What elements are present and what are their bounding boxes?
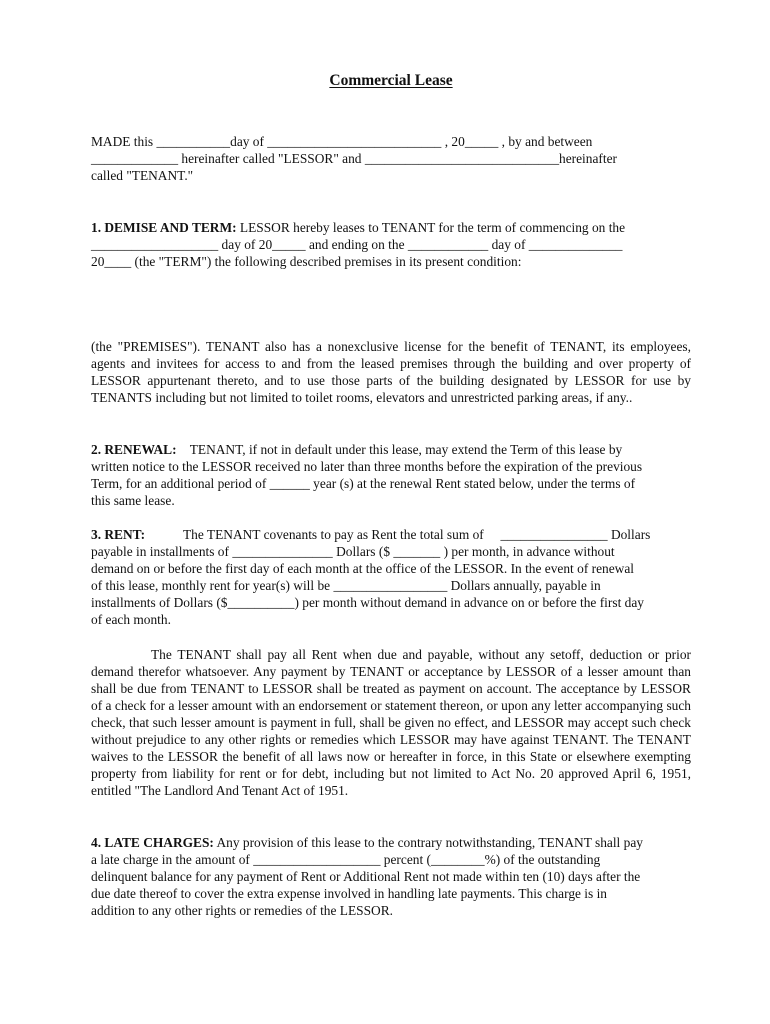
renewal-line: TENANT, if not in default under this lease, may extend the Term of this lease by [176,442,623,457]
renewal-line: written notice to the LESSOR received no later than three months before the expiration of the previous [91,459,643,474]
demise-heading: 1. DEMISE AND TERM: [91,220,237,235]
late-charges-first-line [91,834,691,851]
late-charges-line: Any provision of this lease to the contrary notwithstanding, TENANT shall pay [213,835,643,850]
late-charges-line: a late charge in the amount of ___________________ percent (________%) of the outstanding [91,852,601,867]
made-line: called "TENANT." [91,168,194,183]
rent-line: of each month. [91,612,171,627]
rent-payment-paragraph: The TENANT shall pay all Rent when due and payable, without any setoff, deduction or prior demand therefor whatsoever. Any payment by TENANT or acceptance by LESSOR of a lesser amount than shall be due from TENANT to LESSOR shall be treated as payment on account. The acceptance by LESSOR of a check for a lesser amount with an endorsement or statement thereon, or upon any letter accompanying such check, that such lesser amount is payment in full, shall be given no effect, and LESSOR may accept such check without prejudice to any other rights or remedies which LESSOR may have against TENANT. The TENANT waives to the LESSOR the benefit of all laws now or hereafter in force, in this State or elsewhere exempting property from liability for rent or for debt, including but not limited to Act No. 20 approved April 6, 1951, entitled "The Landlord And Tenant Act of 1951. [91,647,691,798]
made-line: MADE this ___________day of __________________________ , 20_____ , by and between [91,134,593,149]
demise-line: LESSOR hereby leases to TENANT for the term of commencing on the [236,220,626,235]
rent-line: of this lease, monthly rent for year(s) will be _________________ Dollars annually, payable in [91,578,601,593]
rent-line: demand on or before the first day of each month at the office of the LESSOR. In the event of renewal [91,561,635,576]
rent-first-line [91,526,691,543]
renewal-line: Term, for an additional period of ______ year (s) at the renewal Rent stated below, under the terms of [91,476,636,491]
made-paragraph [91,133,691,184]
rent-heading: 3. RENT: [91,527,146,542]
made-line: _____________ hereinafter called "LESSOR" and _____________________________hereinafter [91,151,617,166]
renewal-line: this same lease. [91,493,175,508]
renewal-heading: 2. RENEWAL: [91,442,177,457]
late-charges-section [91,834,691,919]
renewal-section [91,441,691,509]
rent-line: The TENANT covenants to pay as Rent the total sum of ________________ Dollars [183,527,651,542]
rent-section [91,526,691,628]
document-title: Commercial Lease [329,72,453,89]
demise-first-line [91,219,691,236]
demise-line: 20____ (the "TERM") the following described premises in its present condition: [91,254,522,269]
rent-line: installments of Dollars ($__________) per month without demand in advance on or before the first day [91,595,644,610]
renewal-first-line [91,441,691,458]
late-charges-line: delinquent balance for any payment of Rent or Additional Rent not made within ten (10) days after the [91,869,641,884]
demise-line: ___________________ day of 20_____ and ending on the ____________ day of ______________ [91,237,623,252]
premises-paragraph: (the "PREMISES"). TENANT also has a nonexclusive license for the benefit of TENANT, its employees, agents and invitees for access to and from the leased premises through the building and over property of LESSOR appurtenant thereto, and to use those parts of the building designated by LESSOR for use by TENANTS including but not limited to toilet rooms, elevators and unrestricted parking areas, if any.. [91,339,691,405]
late-charges-line: addition to any other rights or remedies of the LESSOR. [91,903,393,918]
demise-section [91,219,691,270]
rent-line: payable in installments of _______________ Dollars ($ _______ ) per month, in advance without [91,544,615,559]
late-charges-heading: 4. LATE CHARGES: [91,835,214,850]
late-charges-line: due date thereof to cover the extra expense involved in handling late payments. This charge is in [91,886,607,901]
